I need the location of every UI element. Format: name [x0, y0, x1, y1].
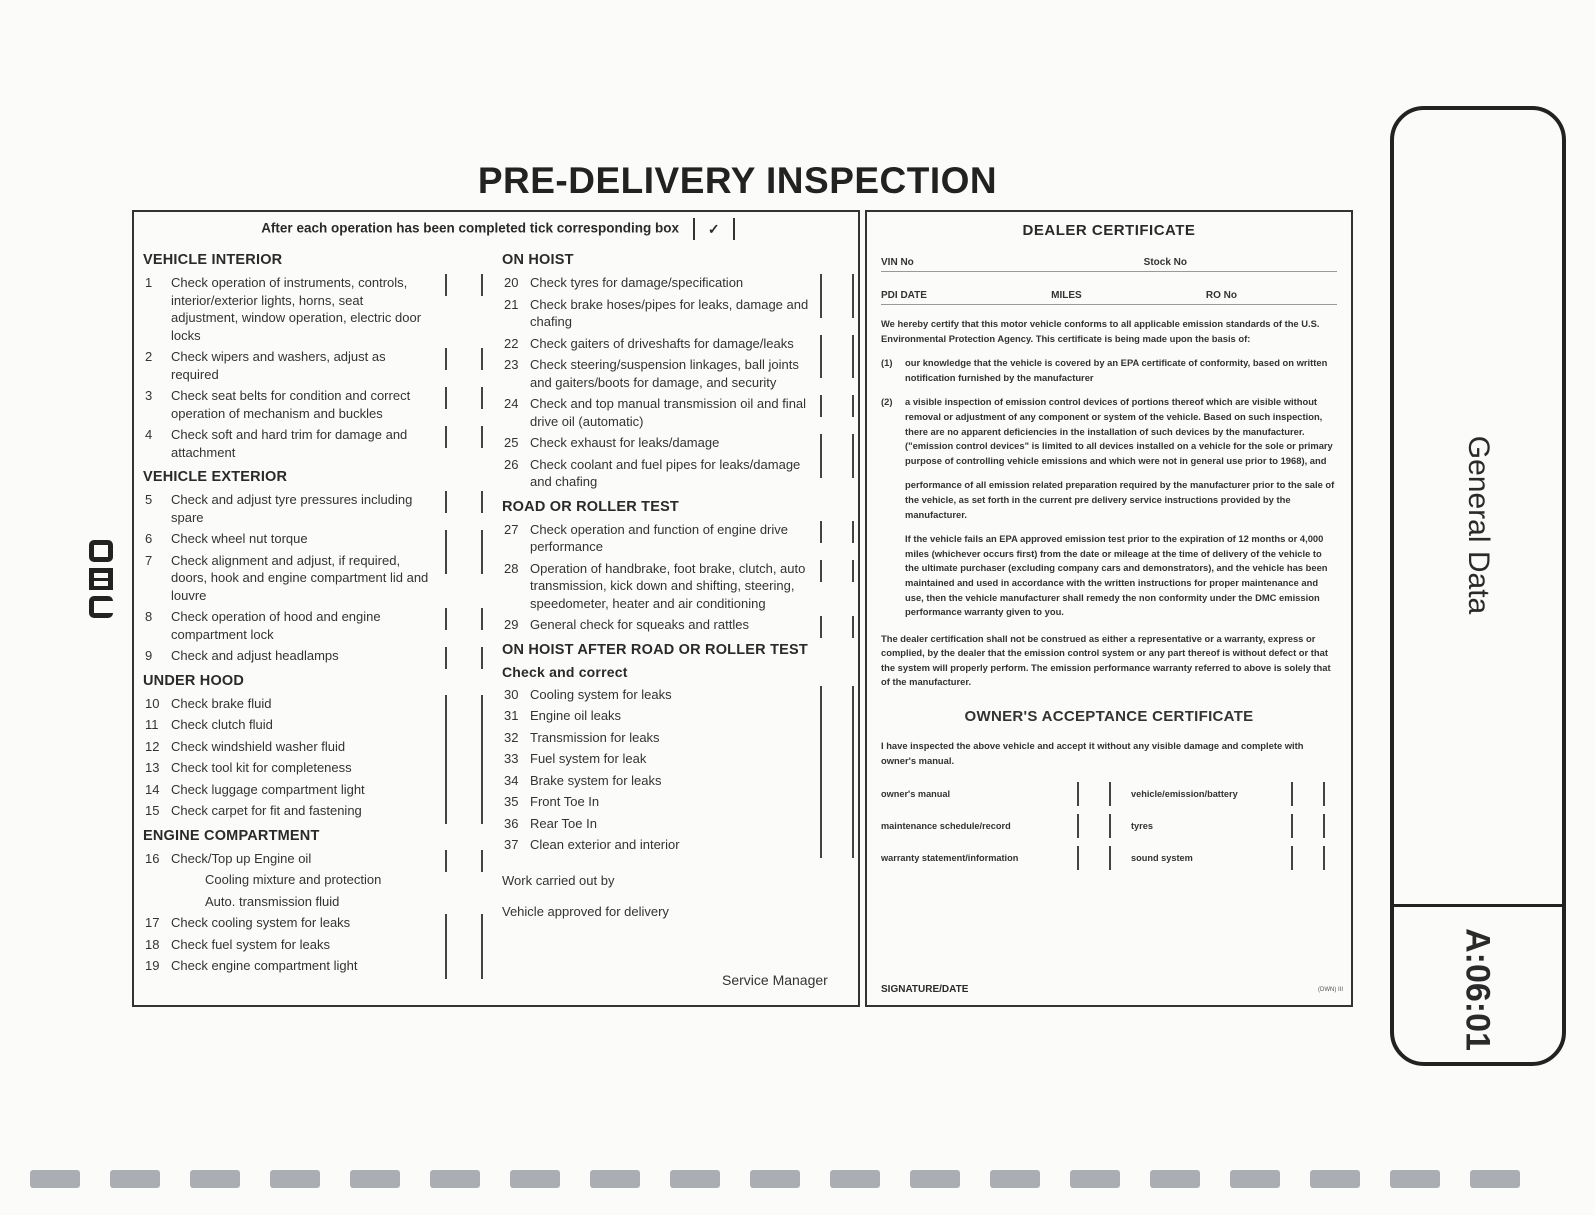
dmc-logo: [85, 540, 117, 620]
checklist-panel: [132, 210, 860, 1007]
checklist-item: [143, 957, 483, 975]
checkbox[interactable]: [820, 616, 854, 638]
checklist-item: [143, 647, 483, 665]
index-tab: [1470, 1170, 1520, 1188]
acceptance-checkbox[interactable]: [1291, 846, 1325, 870]
index-tab: [910, 1170, 960, 1188]
miles-label: MILES: [1051, 290, 1082, 301]
checkbox[interactable]: [820, 434, 854, 456]
index-tab: [1150, 1170, 1200, 1188]
checkbox[interactable]: [445, 348, 483, 370]
acceptance-row: [881, 810, 1337, 842]
index-tab: [750, 1170, 800, 1188]
acceptance-checkbox[interactable]: [1077, 814, 1111, 838]
checklist-item: [143, 716, 483, 734]
vehicle-approved-label: Vehicle approved for delivery: [502, 904, 669, 919]
item-number: 18: [145, 936, 160, 952]
checkbox[interactable]: [445, 914, 483, 936]
checkbox[interactable]: [820, 335, 854, 357]
index-tab: [590, 1170, 640, 1188]
checklist-item: [143, 530, 483, 548]
checkbox[interactable]: [445, 759, 483, 781]
index-tab: [1070, 1170, 1120, 1188]
item-number: 2: [145, 349, 153, 364]
ro-label: RO No: [1205, 290, 1237, 301]
item-text: Check and top manual transmission oil and final drive oil (automatic): [530, 396, 807, 429]
checklist-item: [143, 348, 483, 383]
acceptance-checkbox[interactable]: [1077, 782, 1111, 806]
item-number: 35: [504, 794, 519, 809]
checklist-item: [502, 296, 854, 331]
item-number: 33: [504, 751, 519, 766]
checkbox[interactable]: [445, 274, 483, 296]
checkbox[interactable]: [820, 395, 854, 417]
item-text: Check brake hoses/pipes for leaks, damage and chafing: [530, 296, 809, 329]
checkbox[interactable]: [445, 647, 483, 669]
form-code: (DWN) III: [1318, 987, 1343, 993]
item-number: 30: [504, 686, 519, 702]
index-tab: [990, 1170, 1040, 1188]
item-text: Check soft and hard trim for damage and attachment: [171, 427, 408, 460]
item-text: Auto. transmission fluid: [205, 893, 340, 909]
item-text: Brake system for leaks: [530, 772, 662, 788]
pdi-date-label: PDI DATE: [881, 290, 927, 301]
page-reference: A:06:01: [1458, 928, 1497, 1051]
owner-certificate-title: OWNER'S ACCEPTANCE CERTIFICATE: [964, 708, 1254, 726]
certificate-panel: [865, 210, 1353, 1007]
checkbox[interactable]: [820, 772, 854, 794]
checklist-item: [143, 781, 483, 799]
acceptance-item-label: owner's manual: [881, 789, 951, 800]
item-text: Check alignment and adjust, if required, doors, hook and engine compartment lid and louvre: [171, 552, 429, 603]
clause-2c: If the vehicle fails an EPA approved emission test prior to the expiration of 12 months or 4,000 miles (whichever occurs first) from the date or mileage at the time of delivery of the vehicle to the ultimate purchaser (excluding company cars and demonstrators), and the vehicle has been maintained and used in accordance with the written instructions for proper maintenance and use, then the vehicle manufacturer shall remedy the non conformity under the DMC emission performance warranty given to you.: [905, 533, 1328, 618]
checkbox[interactable]: [445, 716, 483, 738]
checklist-item: [143, 893, 483, 911]
item-text: Check operation of hood and engine compartment lock: [171, 609, 381, 642]
item-number: 16: [145, 850, 160, 866]
checkbox[interactable]: [445, 936, 483, 958]
checklist-item: [502, 750, 854, 768]
checklist-item: [143, 274, 483, 344]
clause-2: [881, 395, 1337, 468]
checklist-item: [143, 850, 483, 868]
checkbox[interactable]: [445, 552, 483, 574]
item-number: 31: [504, 708, 519, 723]
item-number: 37: [504, 837, 519, 852]
item-text: Check fuel system for leaks: [171, 936, 330, 952]
checkbox[interactable]: [445, 802, 483, 824]
checklist-item: [502, 434, 854, 452]
item-text: Front Toe In: [530, 794, 600, 809]
section-heading: ON HOIST AFTER ROAD OR ROLLER TEST: [502, 641, 808, 658]
checkbox[interactable]: [820, 686, 854, 708]
section-heading: VEHICLE INTERIOR: [143, 252, 283, 268]
item-text: Check coolant and fuel pipes for leaks/damage and chafing: [530, 456, 801, 489]
signature-date-label: SIGNATURE/DATE: [881, 984, 969, 995]
service-manager-label: Service Manager: [722, 972, 828, 988]
checkbox[interactable]: [820, 750, 854, 772]
tick-example-box: ✓: [693, 218, 735, 240]
index-tab: [110, 1170, 160, 1188]
item-number: 7: [145, 552, 153, 568]
dealer-disclaimer: The dealer certification shall not be construed as either a representative or a warranty, express or complied, by the dealer that the emission control system or any part thereof is without defect or that the system will properly perform. The emission performance warranty referred to above is solely that of the manufacturer.: [881, 632, 1331, 688]
checklist-item: [502, 772, 854, 790]
item-number: 11: [145, 717, 159, 732]
dealer-certificate-title: DEALER CERTIFICATE: [1022, 222, 1196, 239]
item-text: Engine oil leaks: [530, 708, 622, 723]
page-title: PRE-DELIVERY INSPECTION: [477, 160, 998, 201]
index-tab: [830, 1170, 880, 1188]
item-text: Check cooling system for leaks: [171, 915, 351, 930]
checklist-item: [143, 802, 483, 820]
item-text: Fuel system for leak: [530, 751, 647, 766]
checkbox[interactable]: [820, 793, 854, 815]
item-number: 8: [145, 609, 153, 624]
checkbox[interactable]: [445, 491, 483, 513]
checklist-item: [143, 871, 483, 889]
checklist-item: [143, 491, 483, 526]
checklist-item: [143, 936, 483, 954]
vin-label: VIN No: [881, 257, 914, 268]
checkbox[interactable]: [820, 456, 854, 478]
item-text: Check and adjust tyre pressures including spare: [171, 492, 413, 525]
checkbox[interactable]: [820, 296, 854, 318]
checkbox[interactable]: [445, 738, 483, 760]
item-number: 4: [145, 427, 153, 442]
item-text: Cooling system for leaks: [530, 686, 672, 702]
checklist-item: [143, 608, 483, 643]
section-heading: UNDER HOOD: [143, 672, 245, 689]
index-tab: [510, 1170, 560, 1188]
clause-1: [881, 356, 1337, 385]
item-text: Check and adjust headlamps: [171, 648, 339, 663]
checklist-item: [502, 616, 854, 634]
index-tab: [1230, 1170, 1280, 1188]
checklist-item: [143, 552, 483, 605]
section-heading: VEHICLE EXTERIOR: [143, 469, 288, 485]
acceptance-item-label: warranty statement/information: [881, 853, 1019, 864]
checklist-item: [502, 686, 854, 704]
acceptance-item-label: vehicle/emission/battery: [1131, 789, 1238, 800]
item-number: 9: [145, 648, 153, 663]
checkbox[interactable]: [820, 560, 854, 582]
acceptance-item-label: sound system: [1131, 853, 1193, 864]
checklist-item: [502, 815, 854, 833]
checklist-item: [143, 695, 483, 713]
clause-2-number: (2): [881, 396, 893, 408]
item-text: Cooling mixture and protection: [205, 872, 382, 887]
item-text: Check gaiters of driveshafts for damage/leaks: [530, 335, 794, 351]
checkbox[interactable]: [820, 729, 854, 751]
item-text: Rear Toe In: [530, 815, 597, 831]
checkbox[interactable]: [445, 957, 483, 979]
item-text: Check seat belts for condition and correct operation of mechanism and buckles: [171, 388, 411, 421]
item-number: 12: [145, 738, 160, 754]
inspection-form: [132, 210, 1353, 1007]
section-title: General Data: [1462, 435, 1495, 615]
checkbox[interactable]: [445, 781, 483, 803]
checkbox[interactable]: [445, 608, 483, 630]
item-number: 24: [504, 396, 519, 411]
acceptance-row: [881, 842, 1337, 874]
checkbox[interactable]: [820, 356, 854, 378]
item-number: 28: [504, 560, 519, 576]
item-number: 20: [504, 275, 519, 290]
checkbox[interactable]: [820, 815, 854, 837]
item-text: Check carpet for fit and fastening: [171, 803, 362, 818]
index-tab: [190, 1170, 240, 1188]
item-number: 22: [504, 335, 519, 351]
checklist-item: [502, 356, 854, 391]
checklist-column-left: [143, 244, 483, 979]
item-text: Check/Top up Engine oil: [171, 850, 312, 866]
checkbox[interactable]: [445, 850, 483, 872]
instruction-line: [134, 218, 862, 240]
item-text: Check exhaust for leaks/damage: [530, 435, 720, 450]
owner-statement: I have inspected the above vehicle and accept it without any visible damage and complete with owner's manual.: [881, 740, 1304, 766]
item-number: 17: [145, 915, 160, 930]
item-number: 19: [145, 958, 160, 973]
item-text: Clean exterior and interior: [530, 837, 680, 852]
item-text: Check windshield washer fluid: [171, 738, 346, 754]
item-text: Check tool kit for completeness: [171, 760, 352, 775]
acceptance-row: [881, 778, 1337, 810]
index-tab: [350, 1170, 400, 1188]
item-number: 14: [145, 781, 160, 797]
acceptance-item-label: maintenance schedule/record: [881, 821, 1011, 832]
checkbox[interactable]: [445, 530, 483, 552]
pdi-row: [881, 290, 1337, 305]
item-text: Transmission for leaks: [530, 729, 660, 745]
work-carried-out-label: Work carried out by: [502, 872, 615, 888]
acceptance-checkbox[interactable]: [1291, 782, 1325, 806]
section-heading: ENGINE COMPARTMENT: [143, 827, 320, 844]
item-number: 36: [504, 815, 519, 831]
checklist-column-right: [502, 244, 854, 935]
instruction-text: After each operation has been completed tick corresponding box: [261, 220, 680, 236]
checkbox[interactable]: [820, 707, 854, 729]
item-text: Check luggage compartment light: [171, 781, 365, 797]
item-number: 10: [145, 695, 160, 711]
owner-acceptance-rows: [881, 778, 1337, 874]
checklist-item: [502, 395, 854, 430]
checkbox[interactable]: [445, 426, 483, 448]
item-number: 34: [504, 772, 519, 788]
item-text: Check tyres for damage/specification: [530, 275, 744, 290]
item-number: 15: [145, 803, 160, 818]
checkbox[interactable]: [445, 695, 483, 717]
item-number: 23: [504, 357, 519, 372]
item-number: 26: [504, 456, 519, 472]
checklist-item: [143, 738, 483, 756]
clause-1-text: our knowledge that the vehicle is covered by an EPA certificate of conformity, based on written notification furnished by the manufacturer: [905, 357, 1328, 383]
index-tab: [1310, 1170, 1360, 1188]
item-number: 27: [504, 521, 519, 537]
item-text: Check clutch fluid: [171, 717, 273, 732]
clause-2-text: a visible inspection of emission control devices of portions thereof which are visible without removal or adjustment of any component or system of the vehicle. Based on such inspection, there are no apparent deficiencies in the installation of such devices by the manufacturer. ("emission control devices" is limited to all devices installed on a vehicle for the sole or primary purpose of controlling vehicle emissions and which were not in general use prior to 1968), and: [905, 396, 1333, 466]
item-number: 32: [504, 729, 519, 745]
index-tab: [1390, 1170, 1440, 1188]
checkbox[interactable]: [820, 521, 854, 543]
item-text: Check steering/suspension linkages, ball joints and gaiters/boots for damage, and security: [530, 357, 799, 390]
item-text: Check wipers and washers, adjust as required: [171, 349, 386, 382]
checklist-item: [502, 793, 854, 811]
item-text: Operation of handbrake, foot brake, clutch, auto transmission, kick down and shifting, steering, speedometer, heater and air conditioning: [530, 560, 806, 611]
checklist-item: [502, 836, 854, 854]
checklist-item: [143, 387, 483, 422]
item-number: 5: [145, 492, 153, 507]
checklist-item: [502, 274, 854, 292]
item-number: 21: [504, 296, 519, 312]
section-heading: ON HOIST: [502, 252, 574, 268]
index-tab: [430, 1170, 480, 1188]
checklist-item: [143, 759, 483, 777]
item-number: 6: [145, 531, 153, 546]
checklist-item: [502, 707, 854, 725]
item-text: Check engine compartment light: [171, 958, 358, 973]
checklist-item: [143, 914, 483, 932]
checkbox[interactable]: [820, 836, 854, 858]
item-text: General check for squeaks and rattles: [530, 617, 749, 632]
checkbox[interactable]: [820, 274, 854, 296]
checklist-item: [143, 426, 483, 461]
item-number: 29: [504, 617, 519, 632]
clause-1-number: (1): [881, 357, 893, 369]
checklist-item: [502, 456, 854, 491]
checklist-item: [502, 560, 854, 613]
section-heading: ROAD OR ROLLER TEST: [502, 498, 679, 515]
section-subheading: Check and correct: [502, 663, 628, 680]
checklist-item: [502, 729, 854, 747]
item-text: Check brake fluid: [171, 695, 272, 711]
certificate-intro: We hereby certify that this motor vehicle conforms to all applicable emission standards of the U.S. Environmental Protection Agency. This certificate is being made upon the basis of:: [881, 318, 1320, 344]
index-tab: [30, 1170, 80, 1188]
index-tab: [670, 1170, 720, 1188]
item-number: 1: [145, 275, 153, 290]
item-number: 13: [145, 760, 160, 775]
acceptance-checkbox[interactable]: [1291, 814, 1325, 838]
index-tab: [270, 1170, 320, 1188]
item-text: Check operation and function of engine drive performance: [530, 521, 789, 554]
checkbox[interactable]: [445, 387, 483, 409]
stock-label: Stock No: [1143, 257, 1187, 268]
section-side-tab: [1390, 106, 1566, 1066]
item-number: 3: [145, 388, 153, 403]
vin-row: [881, 257, 1337, 272]
clause-2b: performance of all emission related preparation required by the manufacturer prior to the sale of the vehicle, as set forth in the current pre delivery service instructions provided by the manufacturer.: [905, 479, 1335, 520]
item-text: Check operation of instruments, controls, interior/exterior lights, horns, seat adjustment, window operation, electric door locks: [171, 275, 422, 343]
item-text: Check wheel nut torque: [171, 531, 308, 546]
item-number: 25: [504, 435, 519, 450]
acceptance-item-label: tyres: [1131, 821, 1153, 832]
checklist-item: [502, 335, 854, 353]
binder-index-tabs: [30, 1170, 1550, 1196]
checklist-item: [502, 521, 854, 556]
acceptance-checkbox[interactable]: [1077, 846, 1111, 870]
